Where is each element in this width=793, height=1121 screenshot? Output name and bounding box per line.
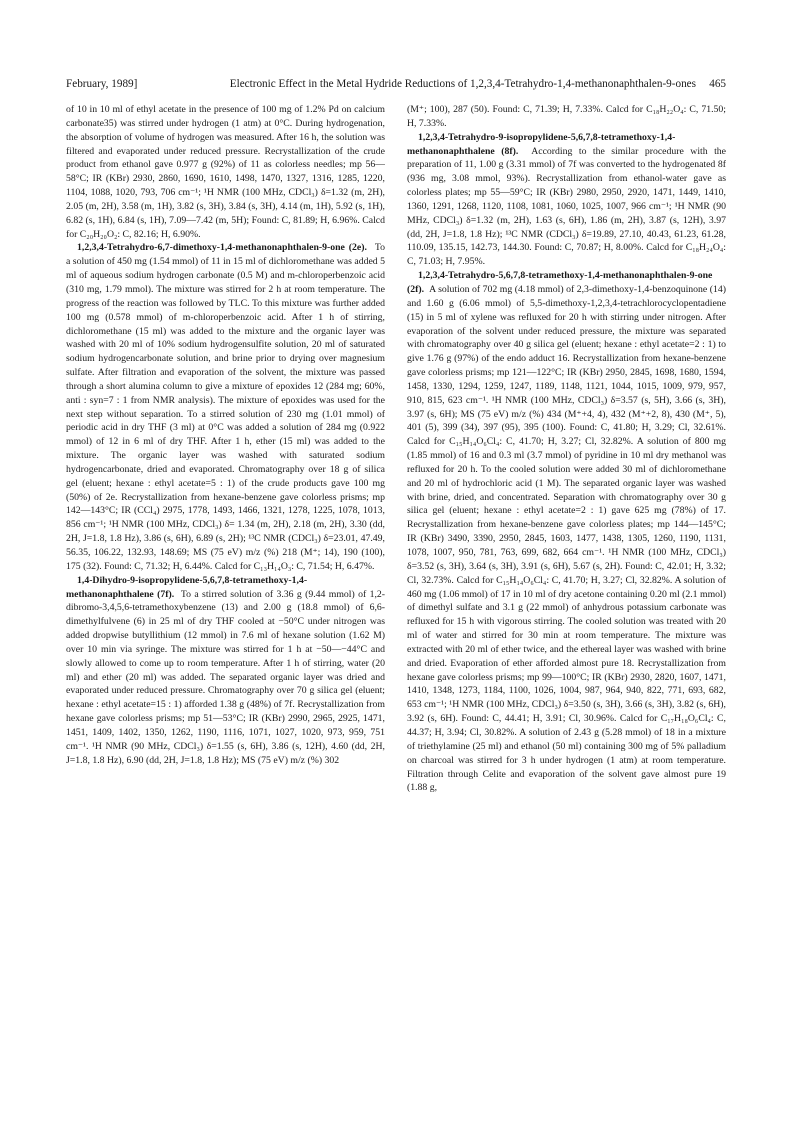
paragraph-text: To a stirred solution of 3.36 g (9.44 mmol) of 1,2-dibromo-3,4,5,6-tetramethoxybenzene (13) and 2.00 g (18.8 mmol) of 6,6-dimethylfulvene (6) in 25 ml of dry THF cooled at −50°C under nitrogen was added dropwise butyllithium (12 mmol) in 7.6 ml of hexane solution (1.62 M) over 10 min via syringe. The mixture was stirred for 1 h at −50—−44°C and slowly allowed to come up to room temperature. After 1 h of stirring, water (20 ml) and ether (20 ml) was added. The separated organic layer was dried and evaporated under reduced pressure. Chromatography over 70 g silica gel (eluent; hexane : ethyl acetate=15 : 1) afforded 1.38 g (48%) of 7f. Recrystallization from hexane gave colorless prisms; mp 51—53°C; IR (KBr) 2990, 2965, 2925, 1471, 1451, 1409, 1402, 1350, 1262, 1190, 1116, 1071, 1027, 1020, 973, 959, 751 cm⁻¹. ¹H NMR (90 MHz, CDCl₃) δ=1.55 (s, 6H), 3.86 (s, 12H), 4.60 (dd, 2H, J=1.8, 1.8 Hz), 6.90 (dd, 2H, J=1.8, 1.8 Hz); MS (75 eV) m/z (%) 302 [66, 588, 385, 766]
right-column [407, 103, 726, 1108]
compound-heading: 1,2,3,4-Tetrahydro-9-isopropylidene-5,6,7,8-tetramethoxy-1,4-methanonaphthalene (8f). [407, 131, 676, 157]
page-number: 465 [709, 78, 726, 90]
paragraph [407, 269, 726, 795]
left-column [66, 103, 385, 1108]
header-date: February, 1989] [66, 78, 138, 90]
paragraph-text: To a solution of 450 mg (1.54 mmol) of 11 in 15 ml of dichloromethane was added 5 ml of aqueous sodium hydrogen carbonate (0.5 M) and m-chloroperbenzoic acid (310 mg, 1.79 mmol). The mixture was stirred for 2 h at room temperature. The progress of the reaction was followed by TLC. To this mixture was further added 100 mg (0.578 mmol) of m-chloroperbenzoic acid. After 1 h of stirring, dichloromethane (15 ml) was added to the mixture and the organic layer was washed with 20 ml of 10% sodium hydrogensulfite solution, 20 ml of saturated sodium hydrogencarbonate solution, and brine prior to drying over magnesium sulfate. After filtration and evaporation of the solvent, the mixture was passed through a short alumina column to give a mixture of epoxides 12 (284 mg; 60%, anti : syn=7 : 1 from NMR analysis). The mixture of epoxides was used for the next step without separation. To a stirred solution of 230 mg (1.01 mmol) of periodic acid in dry THF (3 ml) at 0°C was added a solution of 284 mg (0.922 mmol) of 12 in 6 ml of dry THF. After 1 h, ether (15 ml) was added to the mixture. The organic layer was washed with saturated sodium hydrogencarbonate, dried and evaporated. Chromatography over 18 g of silica gel (eluent; hexane : ethyl acetate=5 : 1) of the crude products gave 100 mg (50%) of 2e. Recrystallization from hexane-benzene gave colorless prisms; mp 142—143°C; IR (CCl₄) 2975, 1778, 1493, 1466, 1321, 1278, 1225, 1078, 1013, 856 cm⁻¹; ¹H NMR (100 MHz, CDCl₃) δ= 1.34 (m, 2H), 2.18 (m, 2H), 3.30 (dd, 2H, J=1.8, 1.8 Hz), 3.86 (s, 6H), 6.89 (s, 2H); ¹³C NMR (CDCl₃) δ=23.01, 47.49, 56.35, 106.22, 132.93, 148.69; MS (75 eV) m/z (%) 218 (M⁺; 14), 190 (100), 175 (32). Found: C, 71.32; H, 6.44%. Calcd for C₁₃H₁₄O₃: C, 71.54; H, 6.47%. [66, 242, 385, 572]
paragraph-text: According to the similar procedure with the preparation of 11, 1.00 g (3.31 mmol) of 7f was converted to the hydrogenated 8f (936 mg, 3.08 mmol, 93%). Recrystallization from ethanol-water gave as colorless plates; mp 55—59°C; IR (KBr) 2980, 2950, 2920, 1471, 1449, 1410, 1360, 1291, 1268, 1120, 1108, 1081, 1060, 1025, 1007, 966 cm⁻¹; ¹H NMR (90 MHz, CDCl₃) δ=1.32 (m, 2H), 1.63 (s, 6H), 1.86 (m, 2H), 3.87 (s, 12H), 3.97 (dd, 2H, J=1.8, 1.8 Hz); ¹³C NMR (CDCl₃) δ=19.89, 27.10, 40.43, 61.23, 61.28, 110.09, 135.15, 142.73, 144.30. Found: C, 70.87; H, 8.00%. Calcd for C₁₈H₂₄O₄: C, 71.03; H, 7.95%. [407, 145, 726, 268]
paragraph-text: A solution of 702 mg (4.18 mmol) of 2,3-dimethoxy-1,4-benzoquinone (14) and 1.60 g (6.06 mmol) of 5,5-dimethoxy-1,2,3,4-tetrachlorocyclopentadiene (15) in 5 ml of xylene was refluxed for 20 h with stirring under nitrogen. After evaporation of the solvent under reduced pressure, the mixture was separated with chromatography over 40 g silica gel (eluent; hexane : ethyl acetate=2 : 1) to give 1.76 g (97%) of the endo adduct 16. Recrystallization from hexane-benzene gave colorless prisms; mp 121—122°C; IR (KBr) 2950, 2845, 1698, 1680, 1594, 1458, 1330, 1294, 1259, 1247, 1189, 1148, 1121, 1044, 1015, 1009, 979, 957, 910, 815, 623 cm⁻¹. ¹H NMR (100 MHz, CDCl₃) δ=3.57 (s, 5H), 3.66 (s, 3H), 3.97 (s, 6H); MS (75 eV) m/z (%) 434 (M⁺+4, 4), 432 (M⁺+2, 8), 430 (M⁺, 5), 401 (5), 399 (34), 397 (95), 395 (100). Found: C, 41.80; H, 3.29; Cl, 32.61%. Calcd for C₁₅H₁₄O₆Cl₄: C, 41.70; H, 3.27; Cl, 32.82%. A solution of 800 mg (1.85 mmol) of 16 and 0.3 ml (3.7 mmol) of pyridine in 10 ml dry methanol was refluxed for 20 h. To the cooled solution were added 30 ml of dichloromethane and 20 ml of hydrochloric acid (1 M). The separated organic layer was washed with brine, dried, and concentrated. Separation with chromatography over 30 g silica gel (eluent; hexane : ethyl acetate=2 : 1) gave 625 mg (78%) of 17. Recrystallization from hexane-benzene gave colorless plates; mp 144—145°C; IR (KBr) 3490, 3390, 2950, 2845, 1603, 1477, 1438, 1305, 1260, 1190, 1131, 1078, 1007, 950, 781, 763, 699, 682, 664 cm⁻¹. ¹H NMR (100 MHz, CDCl₃) δ=3.52 (s, 3H), 3.64 (s, 3H), 3.91 (s, 6H), 5.67 (s, 2H). Found: C, 42.01; H, 3.32; Cl, 32.73%. Calcd for C₁₅H₁₄O₆Cl₄: C, 41.70; H, 3.27; Cl, 32.82%. A solution of 460 mg (1.06 mmol) of 17 in 10 ml of dry acetone containing 0.20 ml (2.1 mmol) of dimethyl sulfate and 3.1 g (22 mmol) of anhydrous potassium carbonate was refluxed for 15 h with vigorous stirring. The cooled solution was treated with 20 ml of water and stirred for 30 min at room temperature. The mixture was extracted with 20 ml of ether twice, and the ethereal layer was washed with brine and dried. Evaporation of ether afforded almost pure 18. Recrystallization from hexane gave colorless prisms; mp 99—100°C; IR (KBr) 2930, 2820, 1607, 1471, 1410, 1348, 1273, 1184, 1100, 1026, 1004, 987, 964, 940, 822, 771, 693, 682, 653 cm⁻¹; ¹H NMR (100 MHz, CDCl₃) δ=3.50 (s, 3H), 3.66 (s, 3H), 3.82 (s, 6H), 3.92 (s, 6H). Found: C, 44.41; H, 3.91; Cl, 30.96%. Calcd for C₁₇H₁₈O₆Cl₄: C, 44.37; H, 3.94; Cl, 30.82%. A solution of 2.43 g (5.28 mmol) of 18 in a mixture of triethylamine (25 ml) and ethanol (50 ml) containing 300 mg of 5% palladium on charcoal was stirred for 3 h under hydrogen (1 atm) at room temperature. Filtration through Celite and evaporation of the solvent gave almost pure 19 (1.88 g, [407, 283, 726, 794]
header-running-title: Electronic Effect in the Metal Hydride Reductions of 1,2,3,4-Tetrahydro-1,4-methanonaphthalen-9-ones [229, 78, 696, 90]
compound-heading: 1,2,3,4-Tetrahydro-6,7-dimethoxy-1,4-methanonaphthalen-9-one (2e). [77, 242, 367, 254]
paragraph-text: (M⁺; 100), 287 (50). Found: C, 71.39; H, 7.33%. Calcd for C₁₈H₂₂O₄: C, 71.50; H, 7.33%. [407, 104, 726, 129]
running-header [66, 76, 726, 92]
paragraph [66, 241, 385, 573]
paragraph [66, 103, 385, 241]
paragraph [66, 574, 385, 768]
paragraph [407, 103, 726, 131]
paragraph-text: of 10 in 10 ml of ethyl acetate in the presence of 100 mg of 1.2% Pd on calcium carbonate35) was stirred under hydrogen (1 atm) at 0°C. During hydrogenation, the absorption of volume of hydrogen was measured. After 16 h, the solution was filtered and evaporated under reduced pressure. Recrystallization of the crude product from ethanol gave 0.977 g (92%) of 11 as colorless needles; mp 56—58°C; IR (KBr) 2930, 2860, 1690, 1610, 1498, 1470, 1327, 1316, 1285, 1220, 1104, 1088, 1020, 793, 706 cm⁻¹; ¹H NMR (100 MHz, CDCl₃) δ=1.32 (m, 2H), 2.05 (m, 2H), 3.58 (m, 1H), 3.82 (s, 3H), 3.84 (s, 3H), 4.14 (m, 1H), 5.92 (s, 1H), 6.82 (s, 1H), 6.84 (s, 1H), 7.09—7.42 (m, 5H); Found: C, 81.89; H, 6.96%. Calcd for C₂₀H₂₀O₂: C, 82.16; H, 6.90%. [66, 104, 385, 240]
paragraph [407, 131, 726, 269]
compound-heading: 1,4-Dihydro-9-isopropylidene-5,6,7,8-tetramethoxy-1,4-methanonaphthalene (7f). [66, 574, 308, 600]
compound-heading: 1,2,3,4-Tetrahydro-5,6,7,8-tetramethoxy-1,4-methanonaphthalen-9-one (2f). [407, 270, 713, 295]
